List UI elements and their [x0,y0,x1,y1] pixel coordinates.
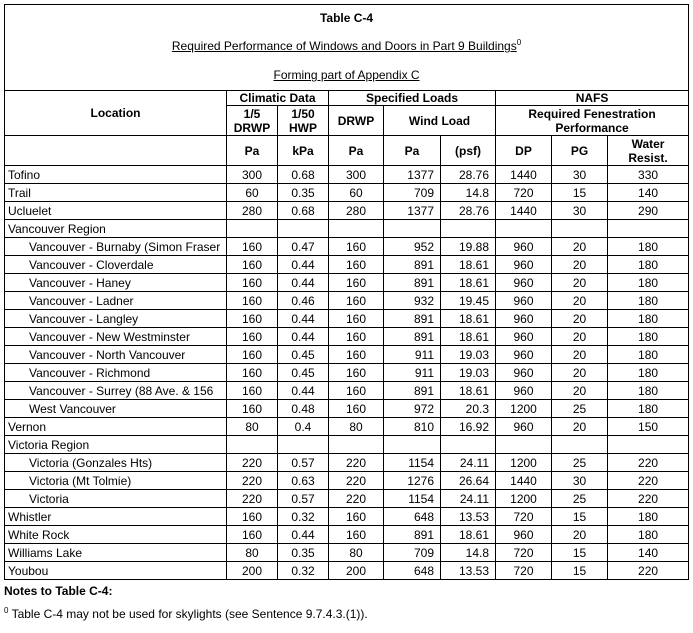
pg-cell: 30 [552,166,608,184]
table-subheading [5,61,689,91]
dp-cell: 960 [496,274,552,292]
wind-psf-cell: 24.11 [441,490,496,508]
water-cell: 180 [608,292,689,310]
table-row [5,256,689,274]
water-cell [608,436,689,454]
hwp-cell: 0.44 [278,526,329,544]
header-drwp: DRWP [329,106,384,136]
location-cell: Victoria Region [5,436,227,454]
unit-pa-3: Pa [384,136,441,166]
unit-pg: PG [552,136,608,166]
unit-pa-2: Pa [329,136,384,166]
pg-cell: 15 [552,544,608,562]
header-specified-loads: Specified Loads [329,91,496,106]
dp-cell: 960 [496,364,552,382]
dp-cell: 960 [496,256,552,274]
header-nafs: NAFS [496,91,689,106]
table-row [5,508,689,526]
drwp-cell: 60 [329,184,384,202]
water-cell: 180 [608,274,689,292]
drwp-1-5-cell: 220 [227,454,278,472]
water-cell: 290 [608,202,689,220]
drwp-cell: 220 [329,490,384,508]
hwp-cell: 0.45 [278,364,329,382]
pg-cell: 20 [552,310,608,328]
location-cell: Victoria [5,490,227,508]
drwp-1-5-cell: 160 [227,256,278,274]
header-climatic-data: Climatic Data [227,91,329,106]
drwp-cell: 160 [329,310,384,328]
table-row [5,346,689,364]
table-container [4,4,688,580]
wind-psf-cell: 18.61 [441,256,496,274]
drwp-1-5-cell: 160 [227,292,278,310]
hwp-cell: 0.47 [278,238,329,256]
footnote-text: Table C-4 may not be used for skylights (see Sentence 9.7.4.3.(1)). [8,607,368,621]
water-cell: 180 [608,364,689,382]
wind-pa-cell [384,220,441,238]
wind-psf-cell [441,220,496,238]
header-drwp-1-5: 1/5 DRWP [227,106,278,136]
water-cell [608,220,689,238]
hwp-cell: 0.57 [278,454,329,472]
water-cell: 330 [608,166,689,184]
wind-psf-cell: 20.3 [441,400,496,418]
water-cell: 220 [608,472,689,490]
drwp-1-5-cell: 300 [227,166,278,184]
hwp-cell: 0.32 [278,508,329,526]
wind-pa-cell: 1154 [384,490,441,508]
drwp-1-5-cell: 220 [227,472,278,490]
drwp-1-5-cell [227,436,278,454]
location-cell: Vancouver - Cloverdale [5,256,227,274]
water-cell: 140 [608,184,689,202]
drwp-cell: 220 [329,472,384,490]
wind-psf-cell: 18.61 [441,526,496,544]
hwp-cell: 0.57 [278,490,329,508]
hwp-cell: 0.35 [278,184,329,202]
water-cell: 180 [608,346,689,364]
wind-psf-cell: 28.76 [441,202,496,220]
pg-cell: 25 [552,490,608,508]
wind-pa-cell: 648 [384,508,441,526]
wind-psf-cell: 18.61 [441,310,496,328]
location-cell: Vernon [5,418,227,436]
header-wind-load: Wind Load [384,106,496,136]
water-cell: 180 [608,526,689,544]
water-cell: 140 [608,544,689,562]
dp-cell: 960 [496,382,552,400]
dp-cell: 720 [496,184,552,202]
drwp-1-5-cell: 160 [227,328,278,346]
pg-cell: 20 [552,292,608,310]
drwp-cell: 300 [329,166,384,184]
dp-cell: 1200 [496,454,552,472]
hwp-cell: 0.44 [278,310,329,328]
drwp-1-5-cell: 80 [227,544,278,562]
wind-psf-cell: 16.92 [441,418,496,436]
water-cell: 220 [608,562,689,580]
notes-section [4,584,368,621]
table-row [5,400,689,418]
location-cell: White Rock [5,526,227,544]
pg-cell: 20 [552,382,608,400]
water-cell: 180 [608,310,689,328]
wind-psf-cell: 19.88 [441,238,496,256]
footnote [4,606,368,621]
dp-cell: 1200 [496,490,552,508]
pg-cell: 25 [552,400,608,418]
drwp-1-5-cell: 160 [227,310,278,328]
dp-cell [496,436,552,454]
pg-cell: 15 [552,184,608,202]
wind-psf-cell: 14.8 [441,184,496,202]
wind-pa-cell: 1377 [384,202,441,220]
header-hwp-1-50: 1/50 HWP [278,106,329,136]
wind-psf-cell: 13.53 [441,562,496,580]
wind-pa-cell: 952 [384,238,441,256]
pg-cell: 30 [552,472,608,490]
wind-psf-cell: 28.76 [441,166,496,184]
dp-cell: 960 [496,292,552,310]
drwp-cell: 200 [329,562,384,580]
drwp-1-5-cell: 160 [227,238,278,256]
wind-pa-cell: 709 [384,184,441,202]
wind-pa-cell: 1276 [384,472,441,490]
hwp-cell: 0.63 [278,472,329,490]
dp-cell: 1440 [496,166,552,184]
wind-pa-cell: 891 [384,526,441,544]
drwp-1-5-cell: 160 [227,364,278,382]
location-cell: Vancouver - Langley [5,310,227,328]
hwp-cell: 0.32 [278,562,329,580]
water-cell: 150 [608,418,689,436]
pg-cell: 20 [552,274,608,292]
pg-cell: 20 [552,238,608,256]
location-cell: Vancouver - Ladner [5,292,227,310]
water-cell: 180 [608,400,689,418]
wind-psf-cell: 13.53 [441,508,496,526]
table-subheading-text: Forming part of Appendix C [273,68,420,83]
drwp-cell: 160 [329,400,384,418]
unit-water-resist: Water Resist. [608,136,689,166]
location-cell: Whistler [5,508,227,526]
dp-cell: 720 [496,544,552,562]
location-cell: Vancouver Region [5,220,227,238]
unit-dp: DP [496,136,552,166]
table-row [5,562,689,580]
location-cell: Vancouver - North Vancouver [5,346,227,364]
drwp-1-5-cell: 160 [227,508,278,526]
dp-cell: 960 [496,310,552,328]
table-row [5,364,689,382]
drwp-cell: 160 [329,346,384,364]
table-row [5,166,689,184]
drwp-1-5-cell: 160 [227,382,278,400]
table-row [5,184,689,202]
water-cell: 180 [608,382,689,400]
water-cell: 180 [608,328,689,346]
table-row [5,220,689,238]
drwp-1-5-cell: 160 [227,346,278,364]
performance-table [4,4,689,580]
pg-cell: 20 [552,256,608,274]
pg-cell: 25 [552,454,608,472]
hwp-cell: 0.68 [278,202,329,220]
drwp-1-5-cell: 160 [227,274,278,292]
hwp-cell: 0.46 [278,292,329,310]
header-fenestration: Required Fenestration Performance [496,106,689,136]
wind-pa-cell: 891 [384,310,441,328]
pg-cell: 20 [552,346,608,364]
wind-psf-cell: 19.03 [441,346,496,364]
drwp-cell [329,436,384,454]
dp-cell: 960 [496,328,552,346]
dp-cell: 1440 [496,202,552,220]
wind-psf-cell: 24.11 [441,454,496,472]
drwp-1-5-cell [227,220,278,238]
pg-cell [552,436,608,454]
wind-psf-cell: 14.8 [441,544,496,562]
wind-pa-cell: 932 [384,292,441,310]
hwp-cell: 0.44 [278,274,329,292]
table-row [5,526,689,544]
header-location: Location [5,91,227,136]
table-row [5,436,689,454]
pg-cell: 20 [552,328,608,346]
hwp-cell: 0.48 [278,400,329,418]
dp-cell: 960 [496,238,552,256]
drwp-cell [329,220,384,238]
location-cell: Ucluelet [5,202,227,220]
wind-pa-cell: 911 [384,346,441,364]
wind-psf-cell: 26.64 [441,472,496,490]
wind-pa-cell: 648 [384,562,441,580]
wind-pa-cell: 1154 [384,454,441,472]
drwp-1-5-cell: 60 [227,184,278,202]
pg-cell: 20 [552,364,608,382]
hwp-cell: 0.44 [278,382,329,400]
footnote-mark: 0 [4,606,9,615]
dp-cell [496,220,552,238]
wind-psf-cell: 18.61 [441,328,496,346]
drwp-cell: 160 [329,508,384,526]
location-cell: Trail [5,184,227,202]
hwp-cell: 0.4 [278,418,329,436]
unit-kpa: kPa [278,136,329,166]
dp-cell: 720 [496,508,552,526]
water-cell: 180 [608,238,689,256]
location-cell: Vancouver - Haney [5,274,227,292]
pg-cell: 15 [552,562,608,580]
wind-pa-cell [384,436,441,454]
drwp-cell: 80 [329,544,384,562]
water-cell: 220 [608,454,689,472]
table-body [5,166,689,580]
drwp-cell: 160 [329,238,384,256]
drwp-cell: 220 [329,454,384,472]
hwp-cell [278,436,329,454]
wind-pa-cell: 891 [384,274,441,292]
wind-psf-cell: 19.03 [441,364,496,382]
drwp-cell: 160 [329,328,384,346]
table-row [5,490,689,508]
drwp-cell: 160 [329,364,384,382]
wind-pa-cell: 709 [384,544,441,562]
water-cell: 180 [608,508,689,526]
wind-psf-cell [441,436,496,454]
dp-cell: 1200 [496,400,552,418]
pg-cell: 15 [552,508,608,526]
hwp-cell: 0.44 [278,328,329,346]
wind-pa-cell: 891 [384,328,441,346]
drwp-cell: 160 [329,526,384,544]
table-heading-text: Required Performance of Windows and Doors in Part 9 Buildings [171,39,517,53]
table-row [5,454,689,472]
location-cell: Vancouver - New Westminster [5,328,227,346]
hwp-cell: 0.68 [278,166,329,184]
dp-cell: 720 [496,562,552,580]
drwp-cell: 160 [329,382,384,400]
location-cell: West Vancouver [5,400,227,418]
location-cell: Youbou [5,562,227,580]
drwp-cell: 160 [329,292,384,310]
heading-footnote-mark: 0 [516,38,522,47]
location-cell: Vancouver - Surrey (88 Ave. & 156 [5,382,227,400]
wind-pa-cell: 972 [384,400,441,418]
dp-cell: 960 [496,526,552,544]
drwp-1-5-cell: 220 [227,490,278,508]
drwp-1-5-cell: 160 [227,526,278,544]
wind-pa-cell: 911 [384,364,441,382]
table-row [5,292,689,310]
pg-cell: 20 [552,418,608,436]
drwp-1-5-cell: 280 [227,202,278,220]
drwp-1-5-cell: 160 [227,400,278,418]
wind-psf-cell: 18.61 [441,274,496,292]
pg-cell [552,220,608,238]
wind-pa-cell: 810 [384,418,441,436]
table-row [5,274,689,292]
wind-pa-cell: 1377 [384,166,441,184]
table-row [5,418,689,436]
location-cell: Vancouver - Richmond [5,364,227,382]
table-row [5,472,689,490]
location-cell: Williams Lake [5,544,227,562]
table-row [5,328,689,346]
wind-pa-cell: 891 [384,256,441,274]
location-cell: Victoria (Gonzales Hts) [5,454,227,472]
dp-cell: 960 [496,418,552,436]
table-row [5,382,689,400]
pg-cell: 30 [552,202,608,220]
water-cell: 220 [608,490,689,508]
table-row [5,238,689,256]
unit-pa-1: Pa [227,136,278,166]
wind-psf-cell: 19.45 [441,292,496,310]
wind-psf-cell: 18.61 [441,382,496,400]
notes-header: Notes to Table C-4: [4,584,113,598]
location-cell: Tofino [5,166,227,184]
drwp-cell: 80 [329,418,384,436]
drwp-1-5-cell: 200 [227,562,278,580]
table-row [5,202,689,220]
dp-cell: 1440 [496,472,552,490]
drwp-1-5-cell: 80 [227,418,278,436]
table-heading [5,31,689,61]
table-row [5,310,689,328]
table-id: Table C-4 [5,5,689,31]
header-location-unit [5,136,227,166]
water-cell: 180 [608,256,689,274]
location-cell: Vancouver - Burnaby (Simon Fraser [5,238,227,256]
pg-cell: 20 [552,526,608,544]
drwp-cell: 160 [329,274,384,292]
hwp-cell: 0.35 [278,544,329,562]
drwp-cell: 160 [329,256,384,274]
unit-psf: (psf) [441,136,496,166]
location-cell: Victoria (Mt Tolmie) [5,472,227,490]
table-row [5,544,689,562]
drwp-cell: 280 [329,202,384,220]
dp-cell: 960 [496,346,552,364]
hwp-cell [278,220,329,238]
hwp-cell: 0.45 [278,346,329,364]
hwp-cell: 0.44 [278,256,329,274]
wind-pa-cell: 891 [384,382,441,400]
